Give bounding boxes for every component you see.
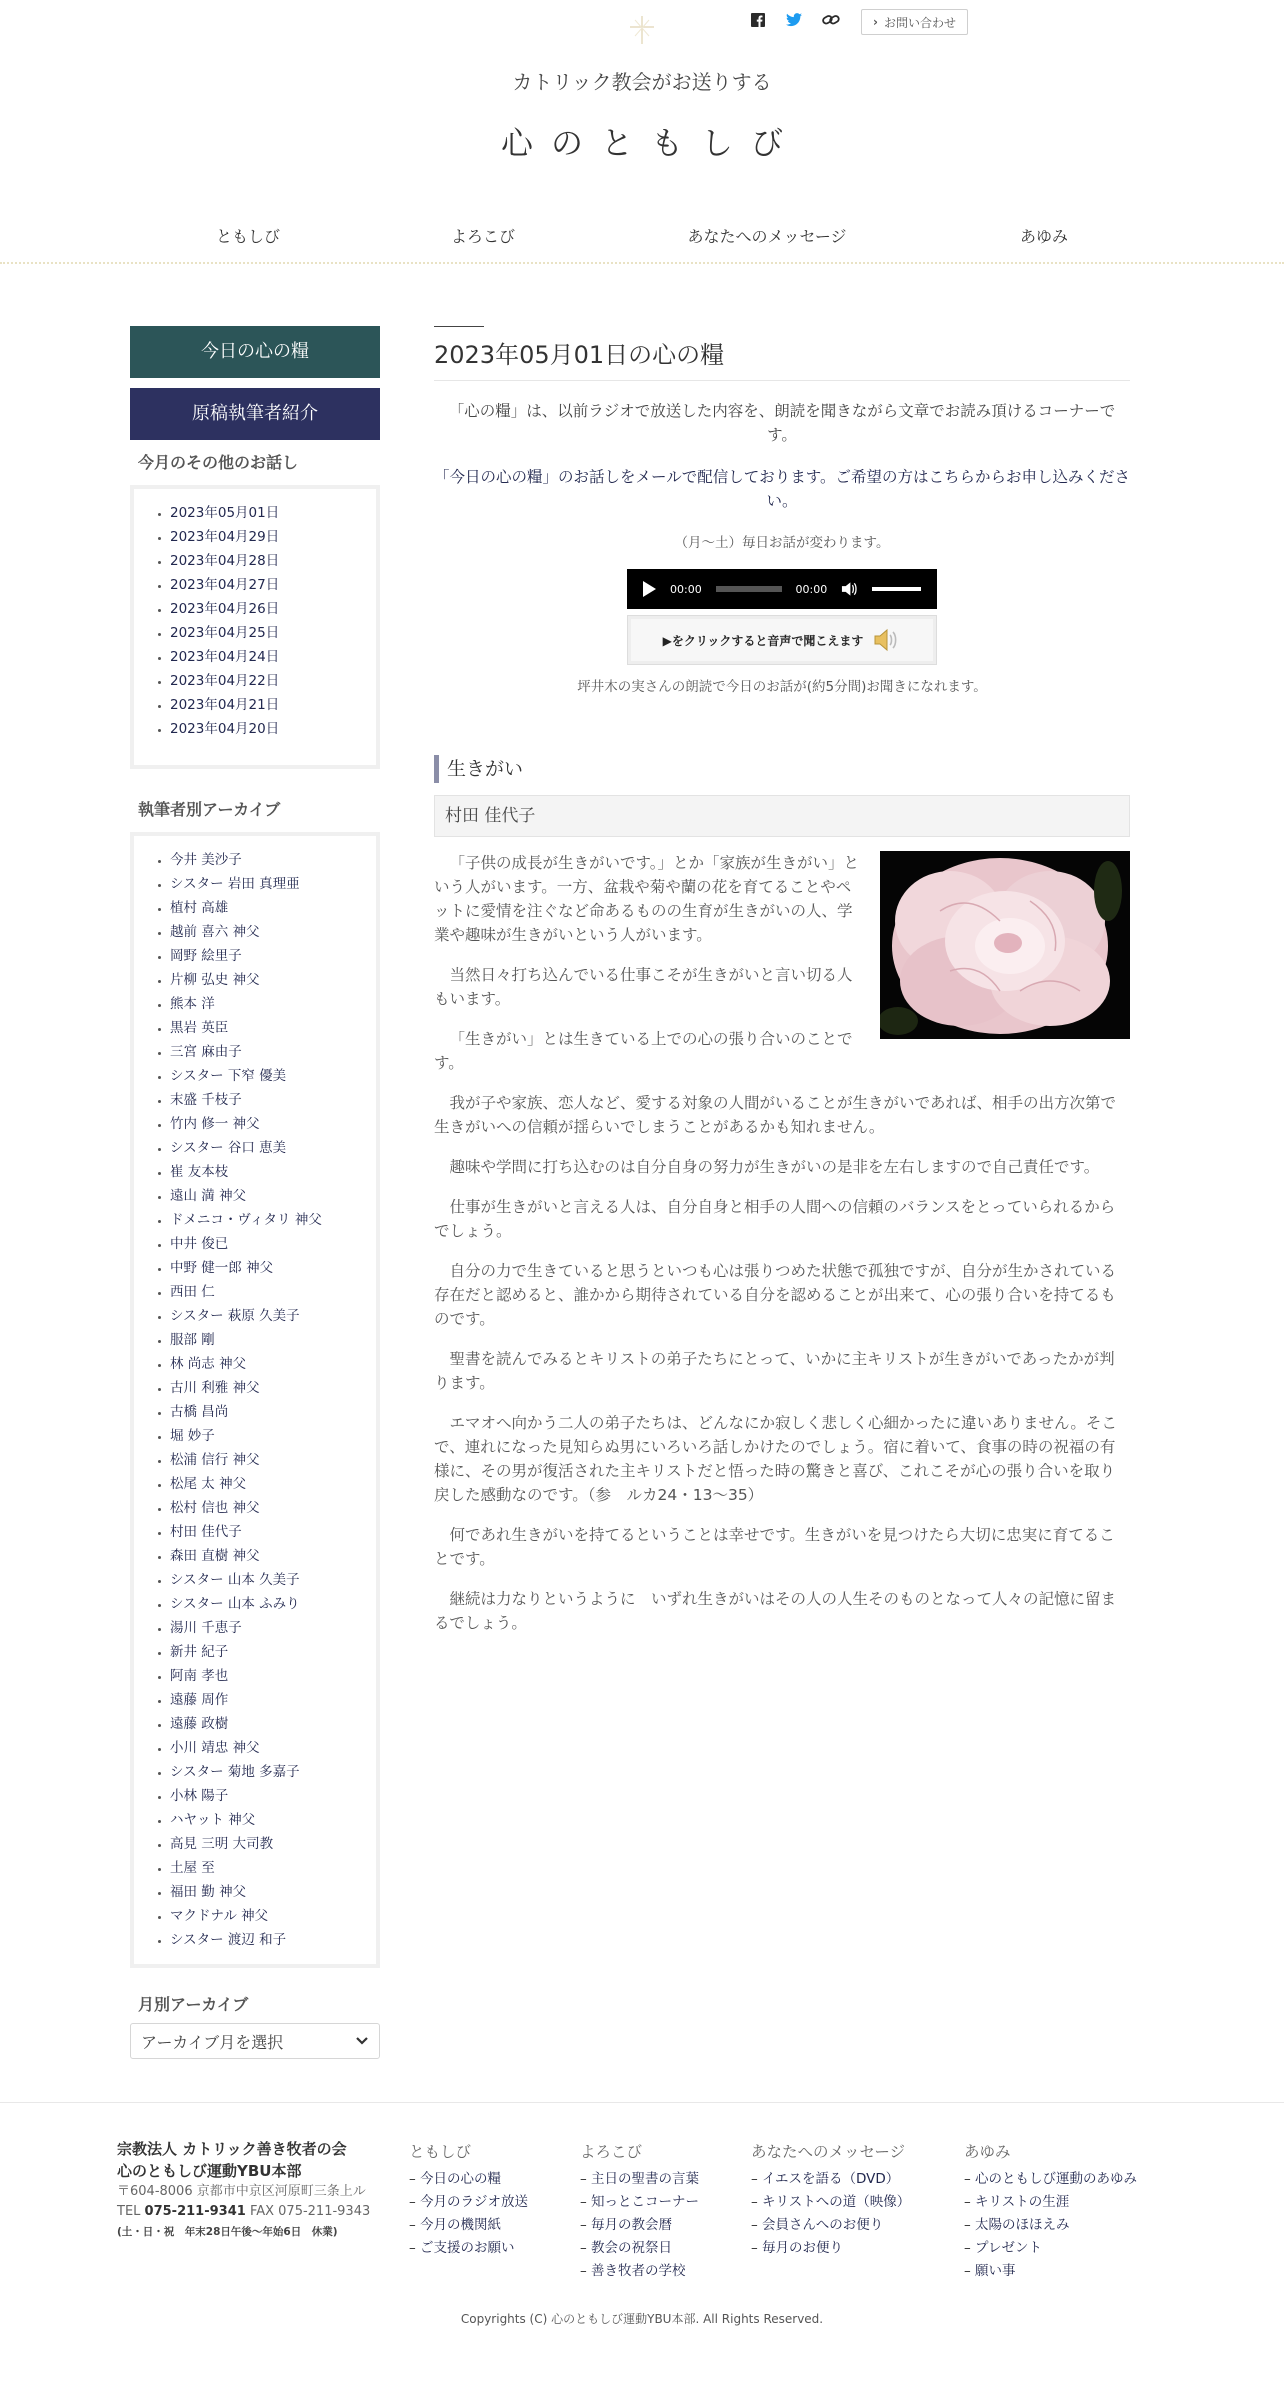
footer-heading[interactable]: あなたへのメッセージ: [751, 2143, 906, 2161]
footer-link-item-link[interactable]: 今月の機関紙: [420, 2217, 502, 2233]
recent-list-box: [130, 485, 380, 769]
author-item: [170, 1136, 366, 1160]
listen-label: ▶をクリックすると音声で聞こえます: [662, 633, 864, 648]
author-item-link[interactable]: 阿南 孝也: [170, 1668, 229, 1684]
facebook-icon[interactable]: [749, 10, 767, 30]
footer-divider: [0, 2102, 1284, 2103]
footer-link-item: [580, 2237, 699, 2260]
author-item-link[interactable]: 土屋 至: [170, 1860, 215, 1876]
author-item-link[interactable]: 三宮 麻由子: [170, 1044, 242, 1060]
footer-links: [964, 2168, 1137, 2283]
author-item: [170, 1856, 366, 1880]
footer-link-item: [580, 2191, 699, 2214]
footer-link-item-link[interactable]: 会員さんへのお便り: [762, 2217, 884, 2233]
author-item: [170, 1400, 366, 1424]
site-tagline: カトリック教会がお送りする: [512, 70, 772, 94]
author-item-link[interactable]: シスター 山本 久美子: [170, 1572, 300, 1588]
global-nav: [0, 224, 1284, 264]
org-name: 宗教法人 カトリック善き牧者の会: [117, 2140, 347, 2158]
article-paragraph: 継続は力なりというように いずれ生きがいはその人の人生そのものとなって人々の記憶に留まるでしょう。: [434, 1590, 1117, 1632]
author-item-link[interactable]: シスター 岩田 真理亜: [170, 876, 300, 892]
volume-slider[interactable]: [872, 587, 921, 591]
nav-item-ayumi[interactable]: あゆみ: [1019, 227, 1068, 246]
author-item: [170, 1184, 366, 1208]
author-item: [170, 1592, 366, 1616]
author-item-link[interactable]: シスター 渡辺 和子: [170, 1932, 287, 1948]
author-item: [170, 1928, 366, 1952]
author-item: [170, 1376, 366, 1400]
author-item-link[interactable]: 西田 仁: [170, 1284, 215, 1300]
author-item-link[interactable]: 服部 剛: [170, 1332, 215, 1348]
author-item-link[interactable]: 岡野 絵里子: [170, 948, 242, 964]
footer-link-item: [751, 2214, 910, 2237]
copyright: Copyrights (C) 心のともしび運動YBU本部. All Rights Reserved.: [460, 2312, 824, 2326]
footer-link-item: [580, 2260, 699, 2283]
author-item-link[interactable]: 森田 直樹 神父: [170, 1548, 260, 1564]
recent-item-link[interactable]: 2023年04月24日: [170, 649, 280, 665]
author-item-link[interactable]: シスター 谷口 恵美: [170, 1140, 287, 1156]
author-item-link[interactable]: 黒岩 英臣: [170, 1020, 229, 1036]
author-item: [170, 1088, 366, 1112]
author-item: [170, 1280, 366, 1304]
author-item-link[interactable]: 熊本 洋: [170, 996, 215, 1012]
author-item: [170, 1616, 366, 1640]
footer-heading[interactable]: あゆみ: [964, 2143, 1011, 2161]
mail-signup-link[interactable]: 「今日の心の糧」のお話しをメールで配信しております。ご希望の方はこちらからお申し込みください。: [434, 468, 1130, 510]
author-item-link[interactable]: 林 尚志 神父: [170, 1356, 247, 1372]
article-paragraph: 何であれ生きがいを持てるということは幸せです。生きがいを見つけたら大切に忠実に育てることです。: [434, 1526, 1115, 1568]
author-item: [170, 992, 366, 1016]
footer-link-item: [964, 2260, 1137, 2283]
tel-number[interactable]: 075-211-9341: [144, 2204, 246, 2219]
author-item: [170, 1304, 366, 1328]
recent-item-link[interactable]: 2023年04月25日: [170, 625, 280, 641]
recent-item: [170, 621, 366, 645]
intro-text: 「心の糧」は、以前ラジオで放送した内容を、朗読を聞きながら文章でお読み頂けるコーナーです。: [448, 402, 1116, 444]
author-item: [170, 1424, 366, 1448]
article-paragraph: 仕事が生きがいと言える人は、自分自身と相手の人間への信頼のバランスをとっていられるからでしょう。: [434, 1198, 1116, 1240]
recent-item-link[interactable]: 2023年04月20日: [170, 721, 280, 737]
article-paragraph: 我が子や家族、恋人など、愛する対象の人間がいることが生きがいであれば、相手の出方次第で生きがいへの信頼が揺らいでしまうことがあるかも知れません。: [434, 1094, 1117, 1136]
site-title[interactable]: 心のともしび: [500, 124, 801, 162]
author-item: [170, 944, 366, 968]
author-item: [170, 1688, 366, 1712]
author-item-link[interactable]: 古川 利雅 神父: [170, 1380, 260, 1396]
footer-links: [409, 2168, 528, 2260]
author-item: [170, 1328, 366, 1352]
footer-link-item: [409, 2168, 528, 2191]
author-item-link[interactable]: 遠山 満 神父: [170, 1188, 247, 1204]
sidebar: [130, 326, 380, 2059]
footer-link-item-link[interactable]: ご支援のお願い: [420, 2240, 515, 2256]
author-item: [170, 1904, 366, 1928]
article-paragraph: 趣味や学問に打ち込むのは自分自身の努力が生きがいの是非を左右しますので自己責任です。: [449, 1158, 1100, 1176]
fax-number: FAX 075-211-9343: [249, 2204, 371, 2219]
footer-link-item: [751, 2237, 910, 2260]
footer-link-item-link[interactable]: 善き牧者の学校: [591, 2263, 686, 2279]
author-item: [170, 1880, 366, 1904]
author-item: [170, 1472, 366, 1496]
recent-item: [170, 549, 366, 573]
footer-link-item: [964, 2237, 1137, 2260]
footer-link-item-link[interactable]: 今日の心の糧: [420, 2171, 502, 2187]
nav-item-yorokobi[interactable]: よろこび: [450, 227, 515, 246]
cross-logo-icon: [626, 14, 658, 46]
footer-link-item-link[interactable]: 太陽のほほえみ: [975, 2217, 1070, 2233]
footer-link-item-link[interactable]: 主日の聖書の言葉: [591, 2171, 700, 2187]
author-item-link[interactable]: 越前 喜六 神父: [170, 924, 260, 940]
title-rule: [434, 326, 484, 327]
author-item-link[interactable]: シスター 萩原 久美子: [170, 1308, 300, 1324]
footer-link-item-link[interactable]: キリストへの道（映像）: [762, 2194, 911, 2210]
footer-col-message: [751, 2140, 910, 2260]
tel-label: TEL: [117, 2204, 141, 2219]
footer-link-item-link[interactable]: キリストの生涯: [975, 2194, 1070, 2210]
author-item-link[interactable]: 湯川 千恵子: [170, 1620, 242, 1636]
audio-progress-bar[interactable]: [716, 586, 782, 592]
recent-item: [170, 501, 366, 525]
month-archive-select[interactable]: [130, 2023, 380, 2059]
article-paragraph: エマオへ向かう二人の弟子たちは、どんなにか寂しく悲しく心細かったに違いありません。そこで、連れになった見知らぬ男にいろいろ話しかけたのでしょう。宿に着いて、食事の時の祝福の有様に、その男が復活された主キリストだと悟った時の驚きと喜び、これこそが心の張り合いを取り戻した感動なのです。（参 ルカ24・13～35）: [434, 1414, 1117, 1504]
author-item: [170, 1256, 366, 1280]
author-item: [170, 1640, 366, 1664]
peony-photo: [880, 851, 1130, 1039]
author-item-link[interactable]: 遠藤 政樹: [170, 1716, 229, 1732]
author-item-link[interactable]: シスター 山本 ふみり: [170, 1596, 300, 1612]
author-item-link[interactable]: 堀 妙子: [170, 1428, 215, 1444]
today-kokoro-button[interactable]: 今日の心の糧: [130, 326, 380, 378]
author-item: [170, 1208, 366, 1232]
author-item-link[interactable]: 遠藤 周作: [170, 1692, 229, 1708]
author-item-link[interactable]: シスター 菊地 多嘉子: [170, 1764, 300, 1780]
recent-item-link[interactable]: 2023年04月26日: [170, 601, 280, 617]
recent-list: [170, 501, 366, 741]
reader-note: 坪井木の実さんの朗読で今日のお話が(約5分間)お聞きになれます。: [577, 679, 987, 695]
footer-col-tomoshibi: [409, 2140, 528, 2260]
author-item-link[interactable]: 新井 紀子: [170, 1644, 229, 1660]
recent-item-link[interactable]: 2023年04月28日: [170, 553, 280, 569]
footer-col-ayumi: [964, 2140, 1137, 2283]
volume-icon[interactable]: [841, 581, 858, 597]
footer-link-item-link[interactable]: プレゼント: [975, 2240, 1043, 2256]
footer-link-item-link[interactable]: イエスを語る（DVD）: [762, 2171, 900, 2187]
author-item-link[interactable]: マクドナル 神父: [170, 1908, 269, 1924]
author-item: [170, 1520, 366, 1544]
footer-heading[interactable]: よろこび: [580, 2143, 643, 2161]
footer-link-item: [964, 2191, 1137, 2214]
business-hours: (土・日・祝 年末28日午後～年始6日 休業): [117, 2226, 338, 2238]
author-item-link[interactable]: 今井 美沙子: [170, 852, 242, 868]
month-select-value: アーカイブ月を選択: [141, 2032, 284, 2052]
footer-links: [580, 2168, 699, 2283]
recent-item-link[interactable]: 2023年04月21日: [170, 697, 280, 713]
author-item: [170, 1736, 366, 1760]
article-paragraph: 自分の力で生きていると思うといつも心は張りつめた状態で孤独ですが、自分が生かされている存在だと認めると、誰かから期待されている自分を認めることが出来て、心の張り合いを持てるものです。: [434, 1262, 1117, 1328]
recent-item: [170, 597, 366, 621]
org-address: 〒604-8006 京都市中京区河原町三条上ル: [117, 2184, 366, 2199]
article-paragraph: 「生きがい」とは生きている上での心の張り合いのことです。: [434, 1030, 853, 1072]
chevron-down-icon: [355, 2036, 369, 2046]
author-item-link[interactable]: 中井 俊已: [170, 1236, 229, 1252]
footer-link-item-link[interactable]: 心のともしび運動のあゆみ: [975, 2171, 1138, 2187]
author-item: [170, 1544, 366, 1568]
footer-link-item: [751, 2168, 910, 2191]
recent-item: [170, 525, 366, 549]
recent-item-link[interactable]: 2023年04月27日: [170, 577, 280, 593]
contact-label: お問い合わせ: [883, 15, 956, 30]
nav-item-message[interactable]: あなたへのメッセージ: [687, 227, 847, 246]
author-item: [170, 1112, 366, 1136]
recent-item-link[interactable]: 2023年04月22日: [170, 673, 280, 689]
nav-item-tomoshibi[interactable]: ともしび: [215, 227, 280, 246]
main-content: [434, 326, 1130, 1651]
org-subname: 心のともしび運動YBU本部: [117, 2162, 302, 2180]
author-archive-heading: 執筆者別アーカイブ: [138, 800, 281, 819]
author-item-link[interactable]: シスター 下窄 優美: [170, 1068, 287, 1084]
author-item: [170, 1064, 366, 1088]
recent-item: [170, 693, 366, 717]
author-list: [170, 848, 366, 1952]
article-paragraph: 「子供の成長が生きがいです。」とか「家族が生きがい」という人がいます。一方、盆栽や菊や蘭の花を育てることやペットに愛情を注ぐなど命あるものの生育が生きがいの人、学業や趣味が生きがいという人がいます。: [434, 854, 860, 944]
schedule-note: （月～土）毎日お話が変わります。: [674, 535, 890, 551]
nav-divider: [0, 262, 1284, 264]
author-list-box: [130, 832, 380, 1968]
article-paragraph: 聖書を読んでみるとキリストの弟子たちにとって、いかに主キリストが生きがいであったかが判ります。: [434, 1350, 1115, 1392]
author-item: [170, 1016, 366, 1040]
author-item: [170, 1496, 366, 1520]
author-item-link[interactable]: 松村 信也 神父: [170, 1500, 260, 1516]
author-item: [170, 1352, 366, 1376]
current-time: 00:00: [670, 582, 702, 596]
author-item-link[interactable]: 高見 三明 大司教: [170, 1836, 274, 1852]
author-item: [170, 1808, 366, 1832]
recent-item: [170, 717, 366, 741]
recent-item-link[interactable]: 2023年05月01日: [170, 505, 280, 521]
footer-link-item: [580, 2168, 699, 2191]
author-item: [170, 920, 366, 944]
author-item-link[interactable]: 崔 友本枝: [170, 1164, 229, 1180]
recent-item: [170, 645, 366, 669]
author-item-link[interactable]: 小林 陽子: [170, 1788, 229, 1804]
section-title: 生きがい: [434, 755, 1130, 783]
twitter-icon[interactable]: [783, 10, 805, 30]
footer-link-item: [964, 2214, 1137, 2237]
author-item-link[interactable]: 竹内 修一 神父: [170, 1116, 260, 1132]
org-phone: [117, 2202, 387, 2222]
chevron-right-icon: ›: [873, 15, 878, 29]
footer-link-item: [409, 2214, 528, 2237]
footer-col-yorokobi: [580, 2140, 699, 2283]
author-name: 村田 佳代子: [434, 795, 1130, 837]
contact-button[interactable]: [861, 9, 968, 35]
speaker-icon: [873, 628, 901, 652]
footer-link-item: [751, 2191, 910, 2214]
footer-link-item: [409, 2191, 528, 2214]
author-item: [170, 1448, 366, 1472]
author-item: [170, 1568, 366, 1592]
author-item: [170, 872, 366, 896]
footer-link-item-link[interactable]: 毎月のお便り: [762, 2240, 844, 2256]
authors-intro-button[interactable]: 原稿執筆者紹介: [130, 388, 380, 440]
footer-link-item-link[interactable]: 願い事: [975, 2263, 1016, 2279]
author-item-link[interactable]: ドメニコ・ヴィタリ 神父: [170, 1212, 322, 1228]
author-item: [170, 1784, 366, 1808]
article-paragraph: 当然日々打ち込んでいる仕事こそが生きがいと言い切る人もいます。: [434, 966, 853, 1008]
author-item-link[interactable]: 片柳 弘史 神父: [170, 972, 260, 988]
org-info: [117, 2138, 387, 2242]
author-item-link[interactable]: 福田 勤 神父: [170, 1884, 247, 1900]
recent-item-link[interactable]: 2023年04月29日: [170, 529, 280, 545]
author-item-link[interactable]: 植村 高雄: [170, 900, 229, 916]
listen-instruction-button[interactable]: [627, 615, 937, 665]
author-item: [170, 968, 366, 992]
recent-item: [170, 669, 366, 693]
author-item: [170, 1160, 366, 1184]
footer-link-item-link[interactable]: 知っとこコーナー: [591, 2194, 700, 2210]
author-item: [170, 1712, 366, 1736]
author-item-link[interactable]: 小川 靖忠 神父: [170, 1740, 260, 1756]
recent-item: [170, 573, 366, 597]
footer-link-item: [409, 2237, 528, 2260]
author-item: [170, 848, 366, 872]
footer-link-item-link[interactable]: 教会の祝祭日: [591, 2240, 673, 2256]
author-item-link[interactable]: 松尾 太 神父: [170, 1476, 247, 1492]
author-item: [170, 1664, 366, 1688]
month-archive-heading: 月別アーカイブ: [138, 1995, 249, 2014]
author-item: [170, 1040, 366, 1064]
post-title: 2023年05月01日の心の糧: [434, 335, 1130, 381]
audio-player: [627, 569, 937, 609]
author-item: [170, 1760, 366, 1784]
recent-heading: 今月のその他のお話し: [138, 453, 299, 472]
duration-time: 00:00: [795, 582, 828, 596]
footer-link-item: [580, 2214, 699, 2237]
article-body: [434, 851, 1130, 1635]
author-item: [170, 1232, 366, 1256]
author-item: [170, 896, 366, 920]
play-icon[interactable]: [643, 581, 656, 597]
author-item: [170, 1832, 366, 1856]
author-item-link[interactable]: 古橋 昌尚: [170, 1404, 229, 1420]
author-item-link[interactable]: 松浦 信行 神父: [170, 1452, 260, 1468]
footer-link-item-link[interactable]: 今月のラジオ放送: [420, 2194, 529, 2210]
link-icon[interactable]: [820, 10, 842, 30]
footer-links: [751, 2168, 910, 2260]
author-item-link[interactable]: 中野 健一郎 神父: [170, 1260, 274, 1276]
footer-link-item-link[interactable]: 毎月の教会暦: [591, 2217, 673, 2233]
author-item-link[interactable]: 末盛 千枝子: [170, 1092, 242, 1108]
author-item-link[interactable]: 村田 佳代子: [170, 1524, 242, 1540]
footer-heading[interactable]: ともしび: [409, 2143, 472, 2161]
footer-link-item: [964, 2168, 1137, 2191]
author-item-link[interactable]: ハヤット 神父: [170, 1812, 256, 1828]
